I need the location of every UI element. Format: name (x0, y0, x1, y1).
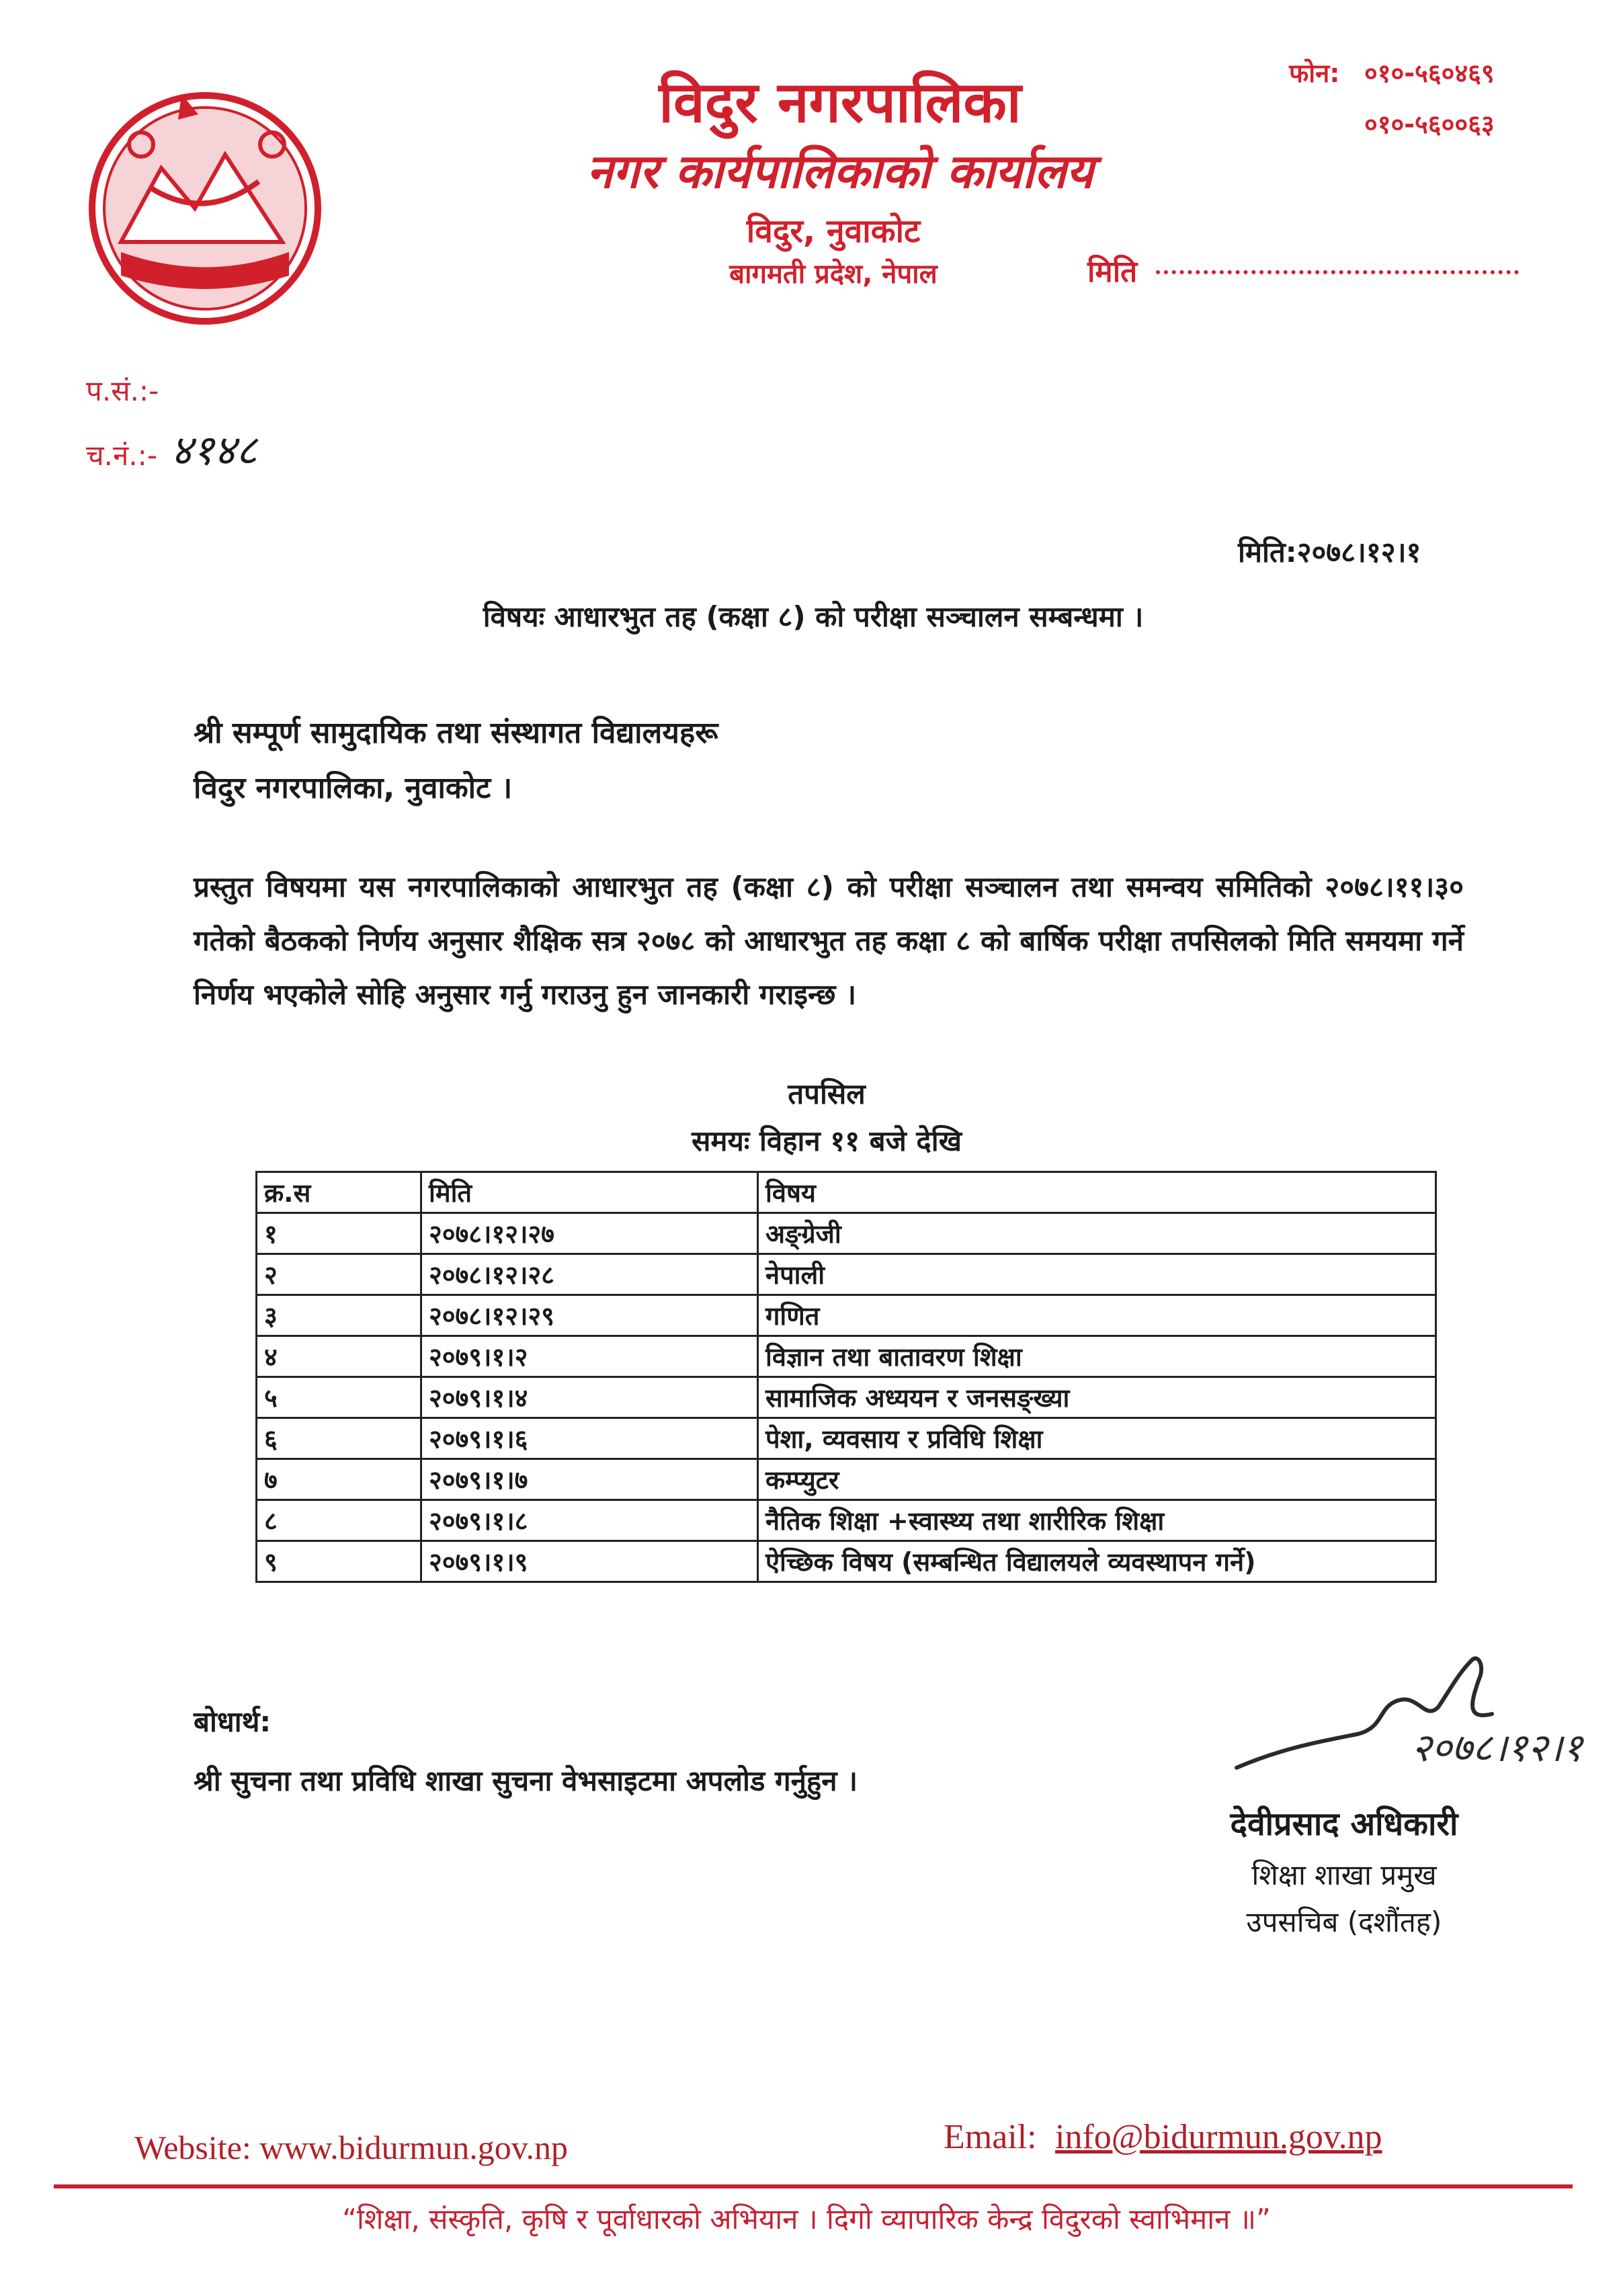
date-field-line (1156, 270, 1519, 274)
footer-email-label: Email: (944, 2118, 1037, 2156)
table-row (257, 1459, 1436, 1500)
column-header-subject: विषय (758, 1172, 1436, 1213)
date-cell: २०७९।१।२ (421, 1336, 758, 1377)
table-row (257, 1500, 1436, 1541)
subject-cell: गणित (758, 1295, 1436, 1336)
signatory-role: शिक्षा शाखा प्रमुख (1251, 1858, 1437, 1891)
exam-schedule-table (255, 1171, 1437, 1583)
signatory-name: देवीप्रसाद अधिकारी (1230, 1805, 1458, 1843)
date-cell: २०७९।१।४ (421, 1377, 758, 1418)
exam-time: समयः विहान ११ बजे देखि (692, 1124, 962, 1157)
schedule-heading: तपसिल (788, 1077, 866, 1110)
subject-cell: सामाजिक अध्ययन र जनसङ्ख्या (758, 1377, 1436, 1418)
table-row (257, 1418, 1436, 1459)
cc-label: बोधार्थ: (194, 1705, 272, 1738)
serial-cell: १ (257, 1213, 421, 1254)
subject-cell: अङ्ग्रेजी (758, 1213, 1436, 1254)
cc-text: श्री सुचना तथा प्रविधि शाखा सुचना वेभसाइटमा अपलोड गर्नुहुन । (194, 1764, 858, 1797)
subject-cell: विज्ञान तथा बातावरण शिक्षा (758, 1336, 1436, 1377)
dispatch-number-value: ४१४८ (171, 425, 257, 475)
table-row (257, 1377, 1436, 1418)
signature-date: २०७८।१२।१ (1411, 1725, 1583, 1770)
phone-number-2: ०१०-५६००६३ (1364, 110, 1495, 139)
dispatch-number-label: च.नं.:- (86, 439, 157, 472)
table-row (257, 1213, 1436, 1254)
date-cell: २०७९।१।६ (421, 1418, 758, 1459)
nepal-emblem-icon (81, 81, 329, 329)
date-cell: २०७८।१२।२७ (421, 1213, 758, 1254)
municipality-name: विदुर नगरपालिका (659, 69, 1022, 135)
date-cell: २०७८।१२।२९ (421, 1295, 758, 1336)
subject-cell: कम्प्युटर (758, 1459, 1436, 1500)
table-row (257, 1254, 1436, 1295)
footer-email-link[interactable]: info@bidurmun.gov.np (1055, 2118, 1382, 2156)
footer-website: Website: www.bidurmun.gov.np (134, 2129, 568, 2166)
serial-cell: ८ (257, 1500, 421, 1541)
table-row (257, 1336, 1436, 1377)
footer-motto: “शिक्षा, संस्कृति, कृषि र पूर्वाधारको अभियान । दिगो व्यापारिक केन्द्र विदुरको स्वाभिमान ॥” (342, 2203, 1271, 2236)
office-province: बागमती प्रदेश, नेपाल (729, 259, 938, 290)
serial-cell: ५ (257, 1377, 421, 1418)
phone-number-1: ०१०-५६०४६९ (1364, 58, 1495, 88)
office-name: नगर कार्यपालिकाको कार्यालय (586, 144, 1094, 199)
date-cell: २०७९।१।८ (421, 1500, 758, 1541)
letter-subject: विषयः आधारभुत तह (कक्षा ८) को परीक्षा सञ्चालन सम्बन्धमा । (483, 600, 1144, 633)
recipient-line-2: विदुर नगरपालिका, नुवाकोट । (194, 771, 513, 805)
column-header-serial: क्र.स (257, 1172, 421, 1213)
date-cell: २०७९।१।९ (421, 1541, 758, 1582)
date-cell: २०७९।१।७ (421, 1459, 758, 1500)
recipient-line-1: श्री सम्पूर्ण सामुदायिक तथा संस्थागत विद्यालयहरू (194, 716, 718, 750)
date-cell: २०७८।१२।२८ (421, 1254, 758, 1295)
subject-cell: ऐच्छिक विषय (सम्बन्धित विद्यालयले व्यवस्थापन गर्ने) (758, 1541, 1436, 1582)
serial-cell: ६ (257, 1418, 421, 1459)
letter-date: मिति:२०७८।१२।१ (1238, 536, 1421, 569)
phone-label: फोन: (1289, 58, 1340, 88)
subject-cell: नेपाली (758, 1254, 1436, 1295)
date-field-label: मिति (1087, 255, 1138, 289)
column-header-date: मिति (421, 1172, 758, 1213)
office-location: विदुर, नुवाकोट (746, 212, 921, 250)
table-row (257, 1295, 1436, 1336)
serial-cell: ३ (257, 1295, 421, 1336)
serial-cell: ४ (257, 1336, 421, 1377)
subject-cell: नैतिक शिक्षा +स्वास्थ्य तथा शारीरिक शिक्षा (758, 1500, 1436, 1541)
table-row (257, 1541, 1436, 1582)
reference-number-label: प.सं.:- (86, 374, 159, 407)
table-header-row (257, 1172, 1436, 1213)
serial-cell: ९ (257, 1541, 421, 1582)
letter-body: प्रस्तुत विषयमा यस नगरपालिकाको आधारभुत तह (कक्षा ८) को परीक्षा सञ्चालन तथा समन्वय समितिको २०७८।११।३० गतेको बैठकको निर्णय अनुसार शैक्षिक सत्र २०७८ को आधारभुत तह कक्षा ८ को बार्षिक परीक्षा तपसिलको मिति समयमा गर्ने निर्णय भएकोले सोहि अनुसार गर्नु गराउनु हुन जानकारी गराइन्छ । (194, 870, 1464, 1011)
signatory-rank: उपसचिब (दशौंतह) (1246, 1905, 1442, 1938)
subject-cell: पेशा, व्यवसाय र प्रविधि शिक्षा (758, 1418, 1436, 1459)
serial-cell: २ (257, 1254, 421, 1295)
serial-cell: ७ (257, 1459, 421, 1500)
footer-divider (54, 2184, 1573, 2188)
handwritten-signature-icon (1223, 1633, 1599, 1795)
